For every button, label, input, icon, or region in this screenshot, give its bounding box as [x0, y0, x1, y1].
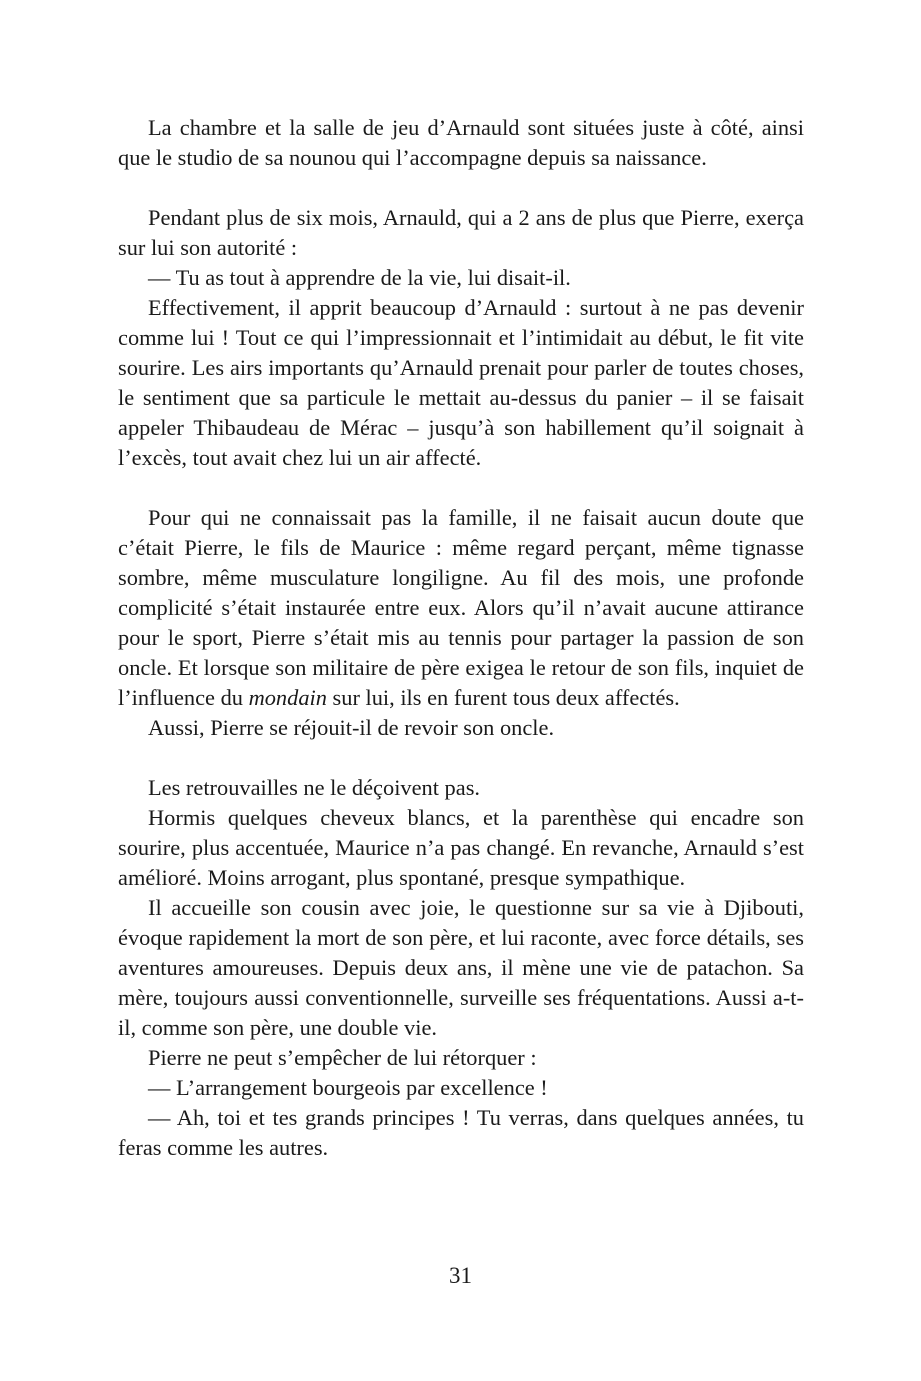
paragraph [118, 503, 804, 713]
dialogue-line: — L’arrangement bourgeois par excellence ! [148, 1075, 548, 1100]
paragraph: Les retrouvailles ne le déçoivent pas. [148, 775, 481, 800]
paragraph: Effectivement, il apprit beaucoup d’Arnauld : surtout à ne pas devenir comme lui ! Tout ce qui l’impressionnait et l’intimidait au début, le fit vite sourire. Les airs importants qu’Arnauld prenait pour parler de toutes choses, le sentiment que sa particule le mettait au-dessus du panier – il se faisait appeler Thibaudeau de Mérac – jusqu’à son habillement qu’il soignait à l’excès, tout avait chez lui un air affecté. [118, 295, 804, 470]
paragraph: La chambre et la salle de jeu d’Arnauld sont situées juste à côté, ainsi que le studio de sa nounou qui l’accompagne depuis sa naissance. [118, 115, 804, 170]
paragraph-break [118, 173, 804, 203]
paragraph: Pendant plus de six mois, Arnauld, qui a 2 ans de plus que Pierre, exerça sur lui son autorité : [118, 205, 804, 260]
dialogue-line: — Ah, toi et tes grands principes ! Tu verras, dans quelques années, tu feras comme les autres. [118, 1105, 804, 1160]
page-body [118, 113, 804, 1163]
page-number: 31 [449, 1263, 472, 1288]
paragraph: Pierre ne peut s’empêcher de lui rétorquer : [148, 1045, 537, 1070]
paragraph-break [118, 743, 804, 773]
paragraph-text: sur lui, ils en furent tous deux affectés. [326, 685, 680, 710]
paragraph-break [118, 473, 804, 503]
dialogue-line: — Tu as tout à apprendre de la vie, lui disait-il. [148, 265, 571, 290]
paragraph: Il accueille son cousin avec joie, le questionne sur sa vie à Djibouti, évoque rapidement la mort de son père, et lui raconte, avec force détails, ses aventures amoureuses. Depuis deux ans, il mène une vie de patachon. Sa mère, toujours aussi conventionnelle, surveille ses fréquentations. Aussi a-t-il, comme son père, une double vie. [118, 895, 804, 1040]
paragraph: Hormis quelques cheveux blancs, et la parenthèse qui encadre son sourire, plus accentuée, Maurice n’a pas changé. En revanche, Arnauld s’est amélioré. Moins arrogant, plus spontané, presque sympathique. [118, 805, 804, 890]
paragraph-text: Pour qui ne connaissait pas la famille, il ne faisait aucun doute que c’était Pierre, le fils de Maurice : même regard perçant, même tignasse sombre, même musculature longiligne. Au fil des mois, une profonde complicité s’était instaurée entre eux. Alors qu’il n’avait aucune attirance pour le sport, Pierre s’était mis au tennis pour partager la passion de son oncle. Et lorsque son militaire de père exigea le retour de son fils, inquiet de l’influence du [118, 505, 804, 710]
italic-word: mondain [248, 685, 327, 710]
paragraph: Aussi, Pierre se réjouit-il de revoir son oncle. [148, 715, 555, 740]
